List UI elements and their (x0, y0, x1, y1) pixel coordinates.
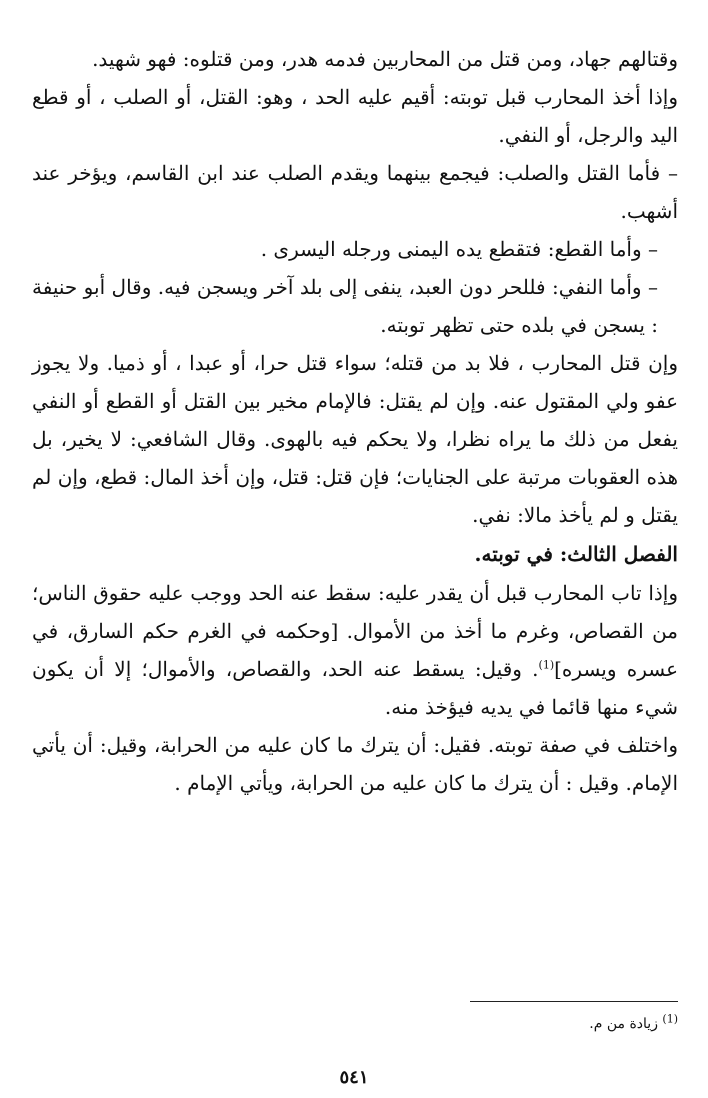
paragraph-repentance (32, 574, 678, 726)
page-body (32, 40, 678, 802)
chapter-heading: الفصل الثالث: في توبته. (474, 542, 678, 566)
paragraph-exile: – وأما النفي: فللحر دون العبد، ينفى إلى بلد آخر ويسجن فيه. وقال أبو حنيفة : يسجن في بلده حتى تظهر توبته. (32, 275, 658, 337)
page-number: ٥٤١ (339, 1067, 369, 1088)
footnote-mark: (1) (662, 1012, 678, 1026)
repentance-text-start: وإذا تاب المحارب قبل أن يقدر عليه: سقط عنه الحد ووجب عليه حقوق الناس؛ من القصاص، وغرم ما أخذ من الأموال. [وحكمه في الغرم حكم السارق، في عسره ويسره] (32, 581, 679, 681)
paragraph-punishment: وإذا أخذ المحارب قبل توبته: أقيم عليه الحد ، وهو: القتل، أو الصلب ، أو قطع اليد والرجل، أو النفي. (32, 85, 678, 147)
paragraph-killing-crucifixion: – فأما القتل والصلب: فيجمع بينهما ويقدم الصلب عند ابن القاسم، ويؤخر عند أشهب. (32, 161, 678, 223)
paragraph-if-killed: وإن قتل المحارب ، فلا بد من قتله؛ سواء قتل حرا، أو عبدا ، أو ذميا. ولا يجوز عفو ولي المقتول عنه. وإن لم يقتل: فالإمام مخير بين القتل أو القطع أو النفي يفعل من ذلك ما يراه نظرا، ولا يحكم فيه بالهوى. وقال الشافعي: لا يخير، بل هذه العقوبات مرتبة على الجنايات؛ فإن قتل: قتل، وإن أخذ المال: قطع، وإن لم يقتل و لم يأخذ مالا: نفي. (32, 351, 678, 527)
footnote-reference: (1) (538, 658, 555, 672)
footnote-text: زيادة من م. (589, 1016, 658, 1032)
repentance-text-end: . وقيل: يسقط عنه الحد، والقصاص، والأموال؛ إلا أن يكون شيء منها قائما في يديه فيؤخذ منه. (32, 657, 678, 719)
footnote (378, 1014, 678, 1034)
paragraph-fighting: وقتالهم جهاد، ومن قتل من المحاربين فدمه هدر، ومن قتلوه: فهو شهيد. (92, 47, 678, 71)
paragraph-amputation: – وأما القطع: فتقطع يده اليمنى ورجله اليسرى . (260, 237, 658, 261)
paragraph-repentance-description: واختلف في صفة توبته. فقيل: أن يترك ما كان عليه من الحرابة، وقيل: أن يأتي الإمام. وقيل : أن يترك ما كان عليه من الحرابة، ويأتي الإمام . (32, 733, 678, 795)
footnote-divider (470, 1001, 678, 1002)
